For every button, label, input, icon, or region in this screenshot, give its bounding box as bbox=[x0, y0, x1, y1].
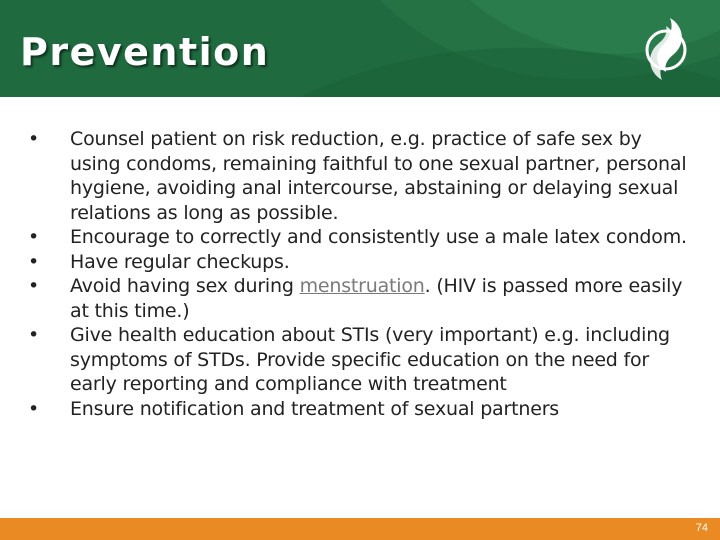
menstruation-link[interactable]: menstruation bbox=[299, 275, 425, 297]
slide-title: Prevention bbox=[20, 30, 270, 74]
bullet-item: • Counsel patient on risk reduction, e.g. practice of safe sex by using condoms, remaining faithful to one sexual partner, personal hygiene, avoiding anal intercourse, abstaining or delaying sexual relations as long as possible. bbox=[28, 127, 688, 225]
bullet-item: • Have regular checkups. bbox=[28, 250, 688, 275]
bullet-item bbox=[28, 274, 688, 323]
bullet-item: • Encourage to correctly and consistently use a male latex condom. bbox=[28, 225, 688, 250]
bullet-text: Avoid having sex during bbox=[70, 275, 300, 297]
bullet-item: • Ensure notification and treatment of sexual partners bbox=[28, 397, 688, 422]
slide-footer bbox=[0, 518, 720, 540]
page-number: 74 bbox=[695, 522, 708, 534]
bullet-list bbox=[28, 127, 688, 421]
bullet-text: . (HIV is passed more easily at this time.) bbox=[70, 275, 683, 322]
bullet-item: • Give health education about STIs (very important) e.g. including symptoms of STDs. Provide specific education on the need for early reporting and compliance with treatment bbox=[28, 323, 688, 397]
slide-header bbox=[0, 0, 720, 97]
leaf-logo-icon bbox=[640, 14, 692, 84]
slide-content bbox=[28, 127, 688, 421]
